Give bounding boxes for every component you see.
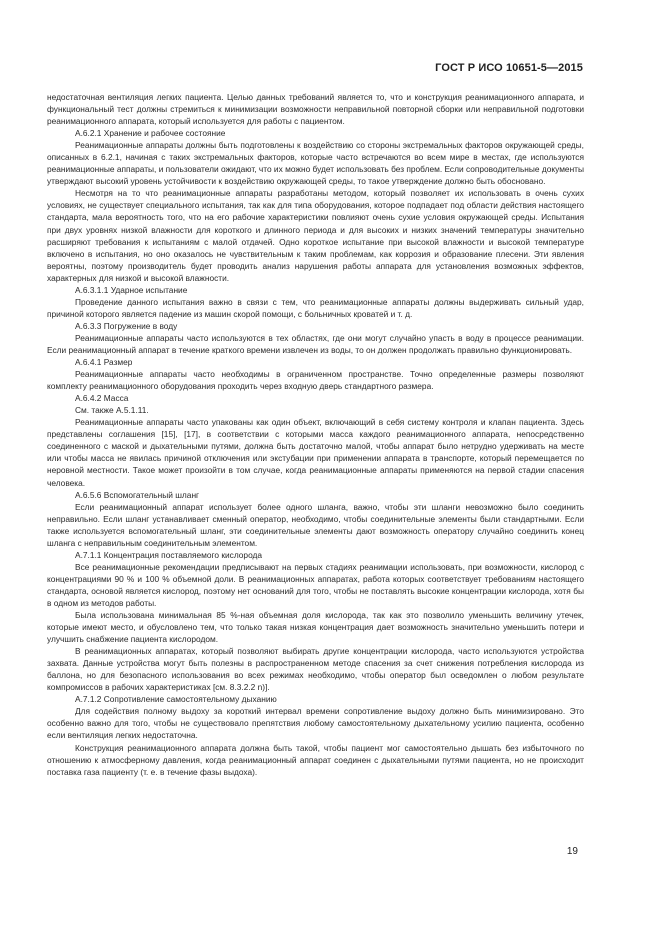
paragraph: Для содействия полному выдоху за короткий интервал времени сопротивление выдоху должно быть минимизировано. Это особенно важно для того, чтобы не существовало препятствия любому самостоятельному дыхательному усилию пациента, особенно если вентиляция легких недостаточна. [47,706,584,741]
page-header: ГОСТ Р ИСО 10651-5—2015 [435,62,583,74]
paragraph: А.6.4.2 Масса [75,393,129,404]
page-number: 19 [566,846,578,857]
paragraph: Реанимационные аппараты часто упакованы как один объект, включающий в себя систему контроля и клапан пациента. Здесь представлены соглашения [15], [17], в соответствии с которыми масса каждого реанимационного аппарата, непосредственно соединенного с маской и дыхательными путями, должна быть достаточно малой, чтобы аппарат было нетрудно удерживать на месте или чтобы масса не явилась причиной отключения или экстубации при применении аппарата в транспорте, который перемещается по неровной местности. Такое может произойти в том случае, когда реанимационные аппараты применяются на первой стадии спасения человека. [47,417,584,488]
paragraph: Реанимационные аппараты часто используются в тех областях, где они могут случайно упасть в воду в процессе реанимации. Если реанимационный аппарат в течение краткого времени извлечен из воды, то он должен продолжать правильно функционировать. [47,332,584,355]
paragraph: Проведение данного испытания важно в связи с тем, что реанимационные аппараты должны выдерживать сильный удар, причиной которого является падение из машин скорой помощи, с больничных кроватей и т. д. [47,296,584,319]
paragraph: Конструкция реанимационного аппарата должна быть такой, чтобы пациент мог самостоятельно дышать без избыточного по отношению к атмосферному давления, когда реанимационный аппарат соединен с дыхательными путями пациента, но не происходит поставка газа пациенту (т. е. в течение фазы выдоха). [47,742,584,777]
paragraph: Все реанимационные рекомендации предписывают на первых стадиях реанимации использовать, при возможности, кислород с концентрациями 90 % и 100 % объемной доли. В реанимационных аппаратах, работа которых соответствует требованиям настоящего стандарта, основой является кислород, поэтому нет оснований для того, чтобы не поставлять высокие концентрации кислорода, хотя бы в одном из методов работы. [47,561,584,608]
paragraph: недостаточная вентиляция легких пациента. Целью данных требований является то, что и конструкция реанимационного аппарата, и функциональный тест должны стремиться к минимизации возможности неправильной повторной сборки или неправильной подготовки реанимационного аппарата, который используется для работы с пациентом. [47,92,584,127]
paragraph: Была использована минимальная 85 %-ная объемная доля кислорода, так как это позволило уменьшить величину утечек, которые имеют место, и обусловлено тем, что только такая низкая концентрация дает возможность значительно уменьшить потери и улучшить снабжение пациента кислородом. [47,610,584,645]
paragraph: А.7.1.2 Сопротивление самостоятельному дыханию [75,694,277,705]
paragraph: Если реанимационный аппарат использует более одного шланга, важно, чтобы эти шланги невозможно было соединить неправильно. Если шланг устанавливает сменный оператор, необходимо, чтобы соединительные элементы были стандартными. Если также используется вспомогательный шланг, эти соединительные элементы дают возможность оператору случайно соединить конец шланга с неправильным соединительным элементом. [47,501,584,548]
paragraph: В реанимационных аппаратах, который позволяют выбирать другие концентрации кислорода, часто используются устройства захвата. Данные устройства могут быть полезны в распространенном методе спасения за счет снижения потребления кислорода из баллона, но для безопасного использования во всех режимах необходимо, чтобы оператор был осведомлен о любом результате компромиссов в рабочих характеристиках [см. 8.3.2.2 n)]. [47,646,584,693]
paragraph: Реанимационные аппараты часто необходимы в ограниченном пространстве. Точно определенные размеры позволяют комплекту реанимационного оборудования проходить через входную дверь стандартного размера. [47,369,584,392]
paragraph: Несмотря на то что реанимационные аппараты разработаны методом, который позволяет их использовать в очень сухих условиях, не существует специального испытания, так как для типа оборудования, которое подпадает под области действия настоящего стандарта, мала вероятность того, что на его рабочие характеристики повлияют очень сухие условия окружающей среды. Испытания при двух уровнях низкой влажности для короткого и длинного периода и для высоких и низких значений температуры значительно расширяют требования к испытаниям с малой отдачей. Одно короткое испытание при высокой влажности и высокой температуре включено в испытания, но оно оказалось не чувствительным к таким проблемам, как коррозия и образование плесени. Эти явления вероятны, поэтому производитель будет проводить анализ нарушения работы аппарата для установления возможных эффектов, характерных для низкой и высокой влажности. [47,188,584,283]
paragraph: А.6.3.3 Погружение в воду [75,320,178,331]
paragraph: А.6.4.1 Размер [75,357,133,368]
paragraph: См. также А.5.1.11. [75,405,149,416]
paragraph: Реанимационные аппараты должны быть подготовлены к воздействию со стороны экстремальных факторов окружающей среды, описанных в 6.2.1, начиная с таких экстремальных факторов, которые часто встречаются во всем мире в местах, где используются реанимационные аппараты, и пользователи ожидают, что их можно будет использовать без проблем. Если сопроводительные документы утверждают высокий уровень устойчивости к воздействию окружающей среды, то такое утверждение должно быть обосновано. [47,140,584,187]
paragraph: А.7.1.1 Концентрация поставляемого кислорода [75,549,263,560]
body-text [47,91,584,778]
paragraph: А.6.2.1 Хранение и рабочее состояние [75,128,226,139]
paragraph: А.6.3.1.1 Ударное испытание [75,284,188,295]
paragraph: А.6.5.6 Вспомогательный шланг [75,489,200,500]
